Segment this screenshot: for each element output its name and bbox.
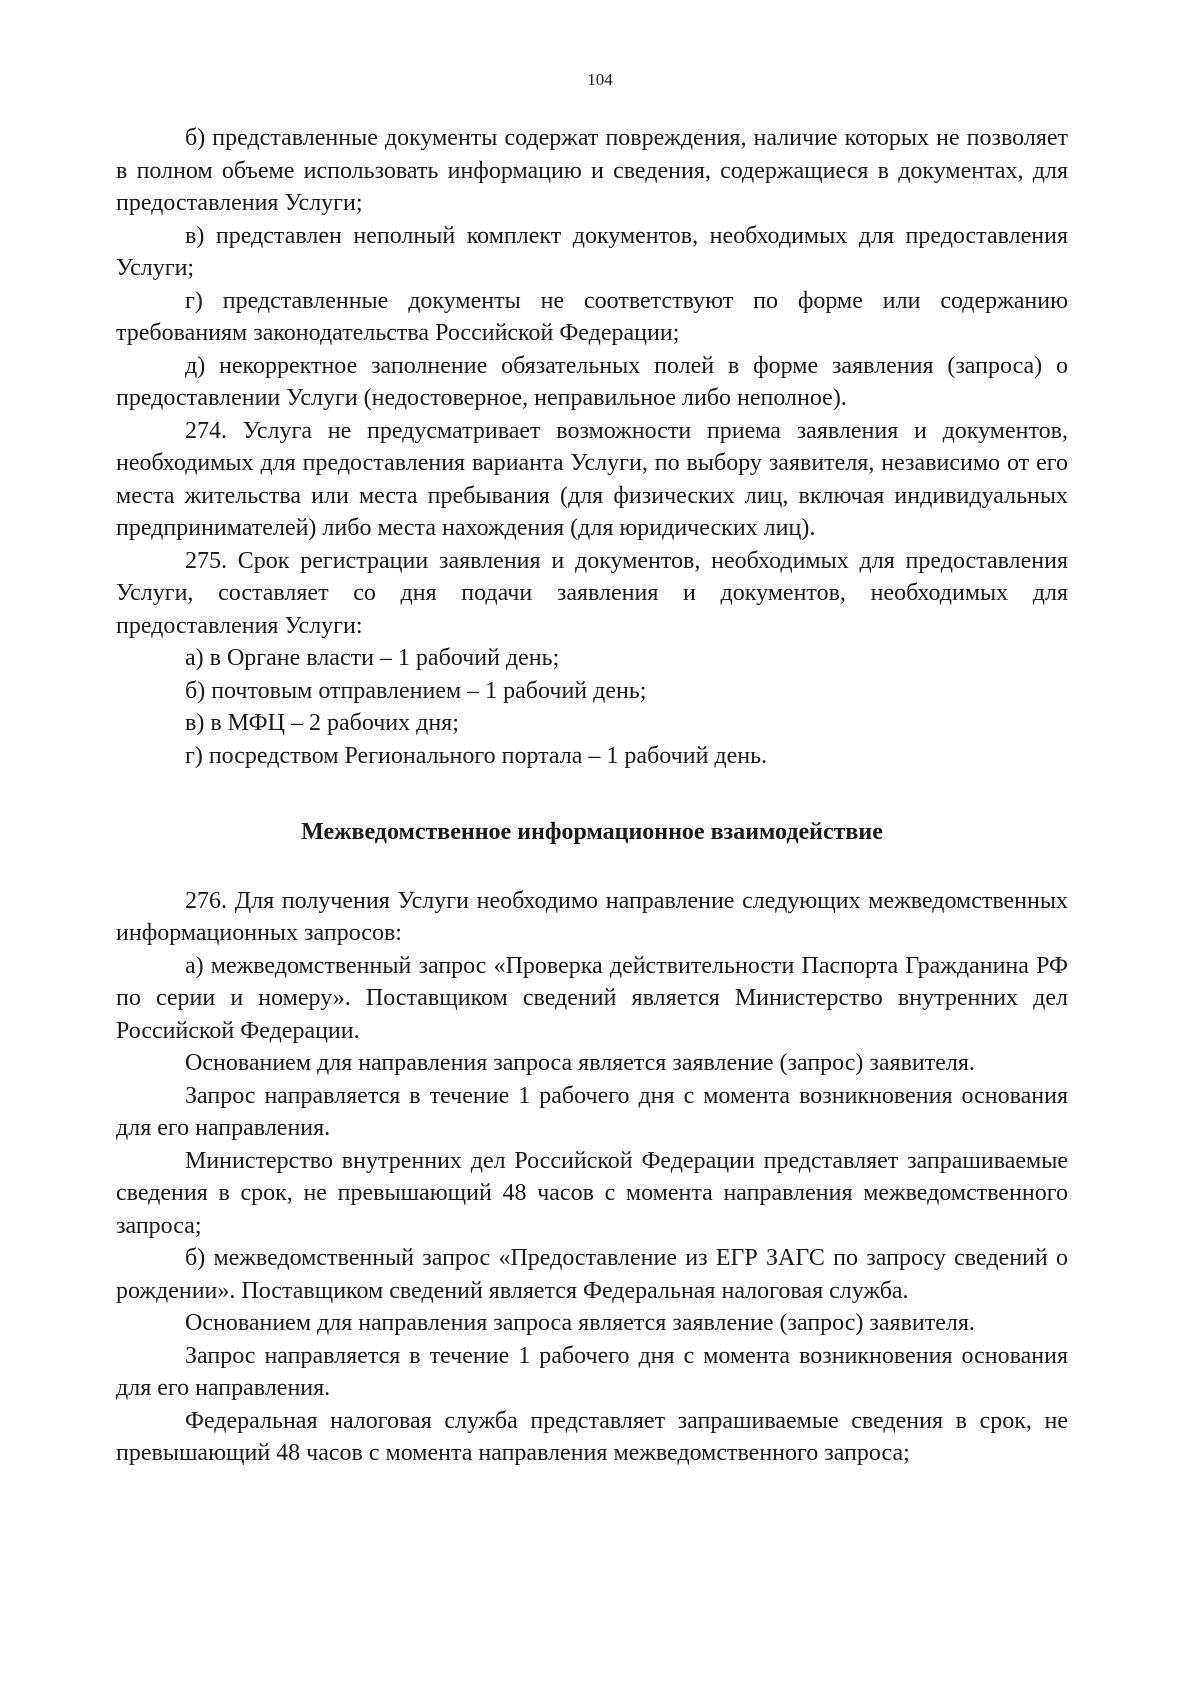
paragraph-274: 274. Услуга не предусматривает возможности приема заявления и документов, необходимых для предоставления варианта Услуги, по выбору заявителя, независимо от его места жительства или места пребывания (для физических лиц, включая индивидуальных предпринимателей) либо места нахождения (для юридических лиц). xyxy=(116,417,1068,541)
paragraph-d-incorrect-fields: д) некорректное заполнение обязательных полей в форме заявления (запроса) о предоставлении Услуги (недостоверное, неправильное либо неполное). xyxy=(116,352,1068,411)
paragraph-basis-2: Основанием для направления запроса является заявление (запрос) заявителя. xyxy=(185,1310,975,1336)
paragraph-275-a: а) в Органе власти – 1 рабочий день; xyxy=(185,645,560,671)
paragraph-b-damaged-documents: б) представленные документы содержат повреждения, наличие которых не позволяет в полном объеме использовать информацию и сведения, содержащиеся в документах, для предоставления Услуги; xyxy=(116,125,1068,216)
paragraph-basis-1: Основанием для направления запроса является заявление (запрос) заявителя. xyxy=(185,1050,975,1076)
paragraph-g-nonconforming: г) представленные документы не соответствуют по форме или содержанию требованиям законодательства Российской Федерации; xyxy=(116,287,1068,346)
document-body xyxy=(116,122,1068,1470)
paragraph-timing-2: Запрос направляется в течение 1 рабочего дня с момента возникновения основания для его направления. xyxy=(116,1342,1068,1401)
paragraph-276: 276. Для получения Услуги необходимо направление следующих межведомственных информационных запросов: xyxy=(116,887,1068,946)
paragraph-mvd-response: Министерство внутренних дел Российской Федерации представляет запрашиваемые сведения в срок, не превышающий 48 часов с момента направления межведомственного запроса; xyxy=(116,1147,1068,1239)
section-1 xyxy=(116,122,1068,772)
paragraph-275-g: г) посредством Регионального портала – 1 рабочий день. xyxy=(185,742,768,769)
paragraph-timing-1: Запрос направляется в течение 1 рабочего дня с момента возникновения основания для его направления. xyxy=(116,1082,1068,1141)
paragraph-275-b: б) почтовым отправлением – 1 рабочий день; xyxy=(185,677,647,704)
paragraph-276-a: а) межведомственный запрос «Проверка действительности Паспорта Гражданина РФ по серии и номеру». Поставщиком сведений является Министерство внутренних дел Российской Федерации. xyxy=(116,952,1068,1044)
paragraph-fns-response: Федеральная налоговая служба представляет запрашиваемые сведения в срок, не превышающий 48 часов с момента направления межведомственного запроса; xyxy=(116,1407,1068,1466)
paragraph-v-incomplete-set: в) представлен неполный комплект документов, необходимых для предоставления Услуги; xyxy=(116,222,1068,281)
paragraph-276-b: б) межведомственный запрос «Предоставление из ЕГР ЗАГС по запросу сведений о рождении». Поставщиком сведений является Федеральная налоговая служба. xyxy=(116,1245,1068,1304)
section-2 xyxy=(116,885,1068,1470)
section-heading: Межведомственное информационное взаимодействие xyxy=(301,819,883,845)
page-number: 104 xyxy=(587,70,613,89)
paragraph-275: 275. Срок регистрации заявления и документов, необходимых для предоставления Услуги, составляет со дня подачи заявления и документов, необходимых для предоставления Услуги: xyxy=(116,547,1068,639)
paragraph-275-v: в) в МФЦ – 2 рабочих дня; xyxy=(185,710,459,736)
